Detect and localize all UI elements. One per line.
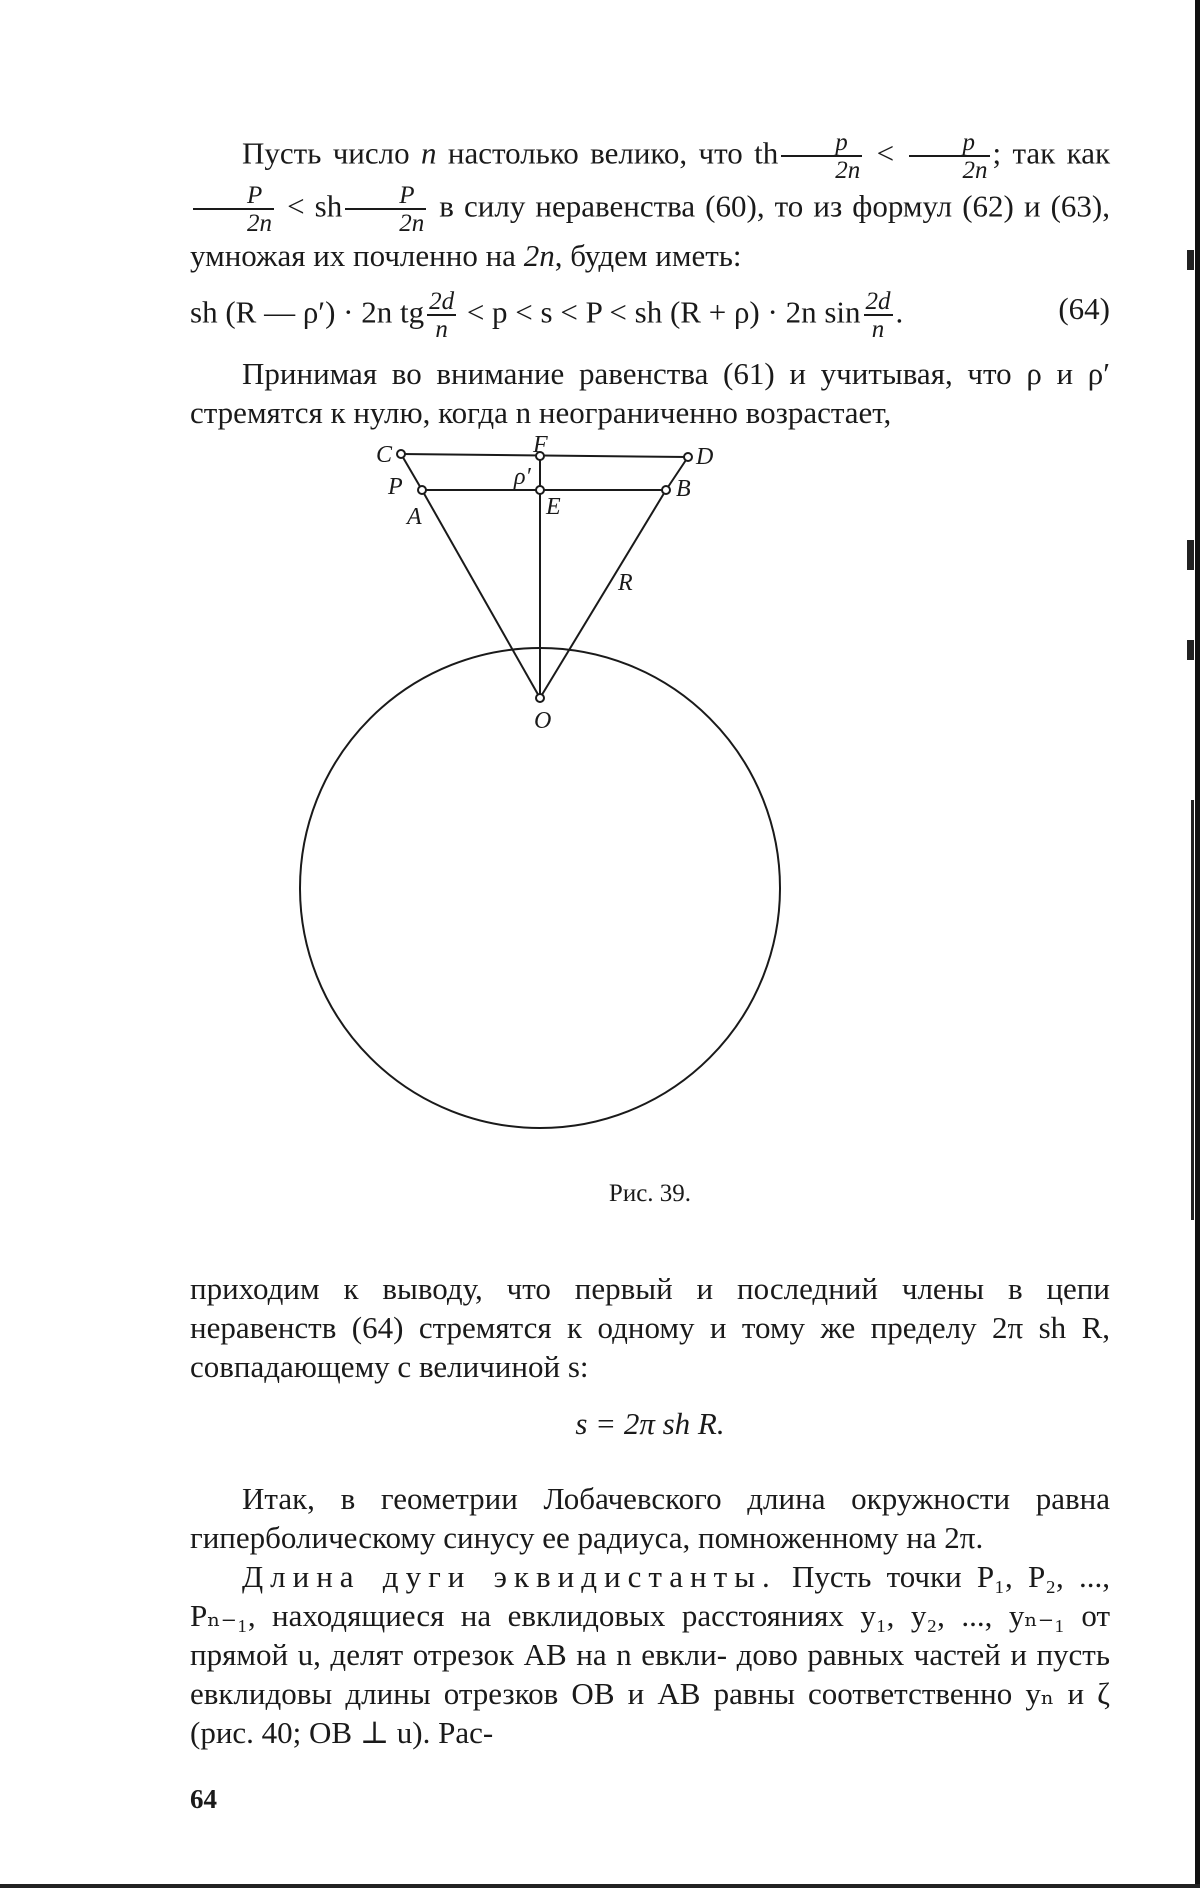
text: в силу неравенства (60), то из формул (62) xyxy=(439,188,1014,224)
label-r: R xyxy=(618,570,633,596)
paragraph-2: Принимая во внимание равенства (61) и учитывая, что ρ и ρ′ стремятся к нулю, когда n неограниченно возрастает, xyxy=(190,356,1110,430)
label-f: F xyxy=(533,432,548,458)
label-b: B xyxy=(676,476,691,502)
func-sh: sh xyxy=(314,188,343,224)
label-o: O xyxy=(534,708,552,734)
var-n: n xyxy=(420,135,437,171)
text: как xyxy=(1066,135,1111,171)
point-b xyxy=(662,486,670,494)
paragraph-1 xyxy=(190,130,1110,275)
edge-mark xyxy=(1187,640,1194,660)
formula-body: sh (R — ρ′) · 2n tg $\frac{2d}{n}$ < p < s < P < sh (R + ρ) · 2n sin $\frac{2d}{n}$ . xyxy=(190,288,904,343)
line-bo xyxy=(540,490,666,698)
edge-mark xyxy=(1187,250,1194,270)
point-o xyxy=(536,694,544,702)
edge-mark xyxy=(1187,540,1194,570)
label-p: P xyxy=(388,474,403,500)
label-a: A xyxy=(407,504,422,530)
formula-s: s = 2π sh R. xyxy=(575,1406,725,1441)
point-c xyxy=(397,450,405,458)
paragraph-3: приходим к выводу, что первый и последний члены в цепи неравенств (64) стремятся к одному и тому же пределу 2π sh R, совпадающему с величиной s: xyxy=(190,1271,1111,1384)
less-than: < xyxy=(876,135,895,171)
point-e xyxy=(536,486,544,494)
line-ao xyxy=(422,490,540,698)
label-c: C xyxy=(376,442,393,468)
fraction: $\frac{p}{2n}$ xyxy=(909,130,990,183)
paragraph-4: Итак, в геометрии Лобачевского длина окружности равна гиперболическому синусу ее радиуса, помноженному на 2π. xyxy=(190,1481,1110,1555)
text: , будем иметь: xyxy=(554,238,742,273)
geometry-diagram xyxy=(190,432,1110,1168)
page-edge-bottom xyxy=(0,1884,1200,1888)
point-a xyxy=(418,486,426,494)
text: и (63), умножая их почленно на xyxy=(190,188,1110,273)
text: ; так xyxy=(992,135,1056,171)
paragraph-5: Длина дуги эквидистанты. Пусть точки P₁, P₂, ..., Pₙ₋₁, находящиеся на евклидовых расстояниях y₁, y₂, ..., yₙ₋₁ от прямой u, делят отрезок AB на n евкли- дово равных частей и пусть евклидовы длины отрезков OB и AB равны соответственно yₙ и ζ (рис. 40; OB ⊥ u). Рас- xyxy=(190,1559,1111,1750)
label-e: E xyxy=(546,494,561,520)
figure-39 xyxy=(190,432,1110,1168)
formula-64 xyxy=(190,289,1110,342)
point-d xyxy=(684,453,692,461)
edge-mark xyxy=(1191,800,1194,1220)
label-rho: ρ′ xyxy=(514,464,531,490)
fraction: $\frac{P}{2n}$ xyxy=(193,183,274,236)
label-d: D xyxy=(696,444,714,470)
equation-number: (64) xyxy=(1058,291,1110,326)
var-2n: 2n xyxy=(523,238,555,273)
figure-caption: Рис. 39. xyxy=(608,1180,692,1207)
text: Пусть число xyxy=(242,135,410,171)
less-than: < xyxy=(287,188,305,224)
book-page xyxy=(190,130,1110,1819)
fraction: $\frac{P}{2n}$ xyxy=(345,183,426,236)
func-th: th xyxy=(754,135,779,171)
page-edge-right xyxy=(1195,0,1200,1888)
text: настолько велико, что xyxy=(447,135,743,171)
fraction: $\frac{p}{2n}$ xyxy=(781,130,862,183)
section-heading: Длина дуги эквидистанты. xyxy=(242,1559,777,1594)
page-number: 64 xyxy=(190,1784,217,1814)
line-ca xyxy=(401,454,422,490)
